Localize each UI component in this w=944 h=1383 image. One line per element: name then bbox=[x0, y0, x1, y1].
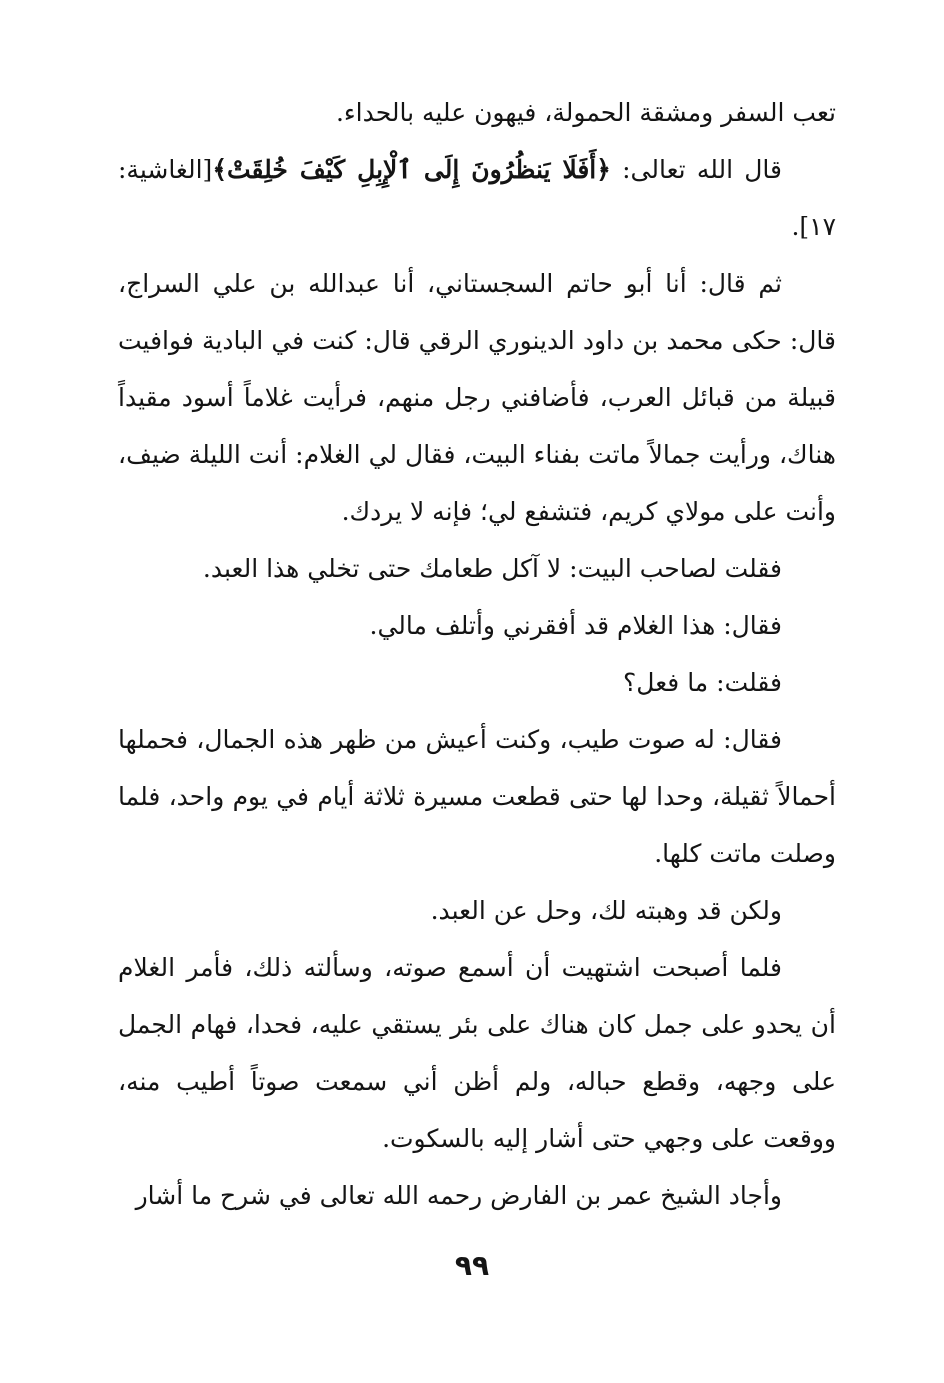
page-body bbox=[118, 84, 836, 1224]
paragraph-2 bbox=[118, 141, 836, 255]
paragraph-8: ولكن قد وهبته لك، وحل عن العبد. bbox=[430, 896, 782, 925]
paragraph-7: فقال: له صوت طيب، وكنت أعيش من ظهر هذه الجمال، فحملها أحمالاً ثقيلة، وحدا لها حتى قطعت مسيرة ثلاثة أيام في يوم واحد، فلما وصلت ماتت كلها. bbox=[118, 725, 836, 868]
quran-intro: قال الله تعالى: bbox=[610, 155, 783, 184]
page-number: ٩٩ bbox=[454, 1249, 490, 1282]
paragraph-10: وأجاد الشيخ عمر بن الفارض رحمه الله تعالى في شرح ما أشار bbox=[135, 1181, 782, 1210]
paragraph-6: فقلت: ما فعل؟ bbox=[623, 668, 782, 697]
quran-verse: ﴿أَفَلَا يَنظُرُونَ إِلَى ٱلْإِبِلِ كَيْفَ خُلِقَتْ﴾ bbox=[212, 155, 611, 184]
quran-reference: [الغاشية: ١٧]. bbox=[118, 155, 836, 241]
paragraph-4: فقلت لصاحب البيت: لا آكل طعامك حتى تخلي هذا العبد. bbox=[202, 554, 782, 583]
paragraph-9: فلما أصبحت اشتهيت أن أسمع صوته، وسألته ذلك، فأمر الغلام أن يحدو على جمل كان هناك على بئر يستقي عليه، فحدا، فهام الجمل على وجهه، وقطع حباله، ولم أظن أني سمعت صوتاً أطيب منه، ووقعت على وجهي حتى أشار إليه بالسكوت. bbox=[118, 953, 836, 1153]
paragraph-1: تعب السفر ومشقة الحمولة، فيهون عليه بالحداء. bbox=[335, 98, 836, 127]
paragraph-3: ثم قال: أنا أبو حاتم السجستاني، أنا عبدالله بن علي السراج، قال: حكى محمد بن داود الدينوري الرقي قال: كنت في البادية فوافيت قبيلة من قبائل العرب، فأضافني رجل منهم، فرأيت غلاماً أسود مقيداً هناك، ورأيت جمالاً ماتت بفناء البيت، فقال لي الغلام: أنت الليلة ضيف، وأنت على مولاي كريم، فتشفع لي؛ فإنه لا يردك. bbox=[118, 269, 836, 526]
paragraph-5: فقال: هذا الغلام قد أفقرني وأتلف مالي. bbox=[369, 611, 782, 640]
